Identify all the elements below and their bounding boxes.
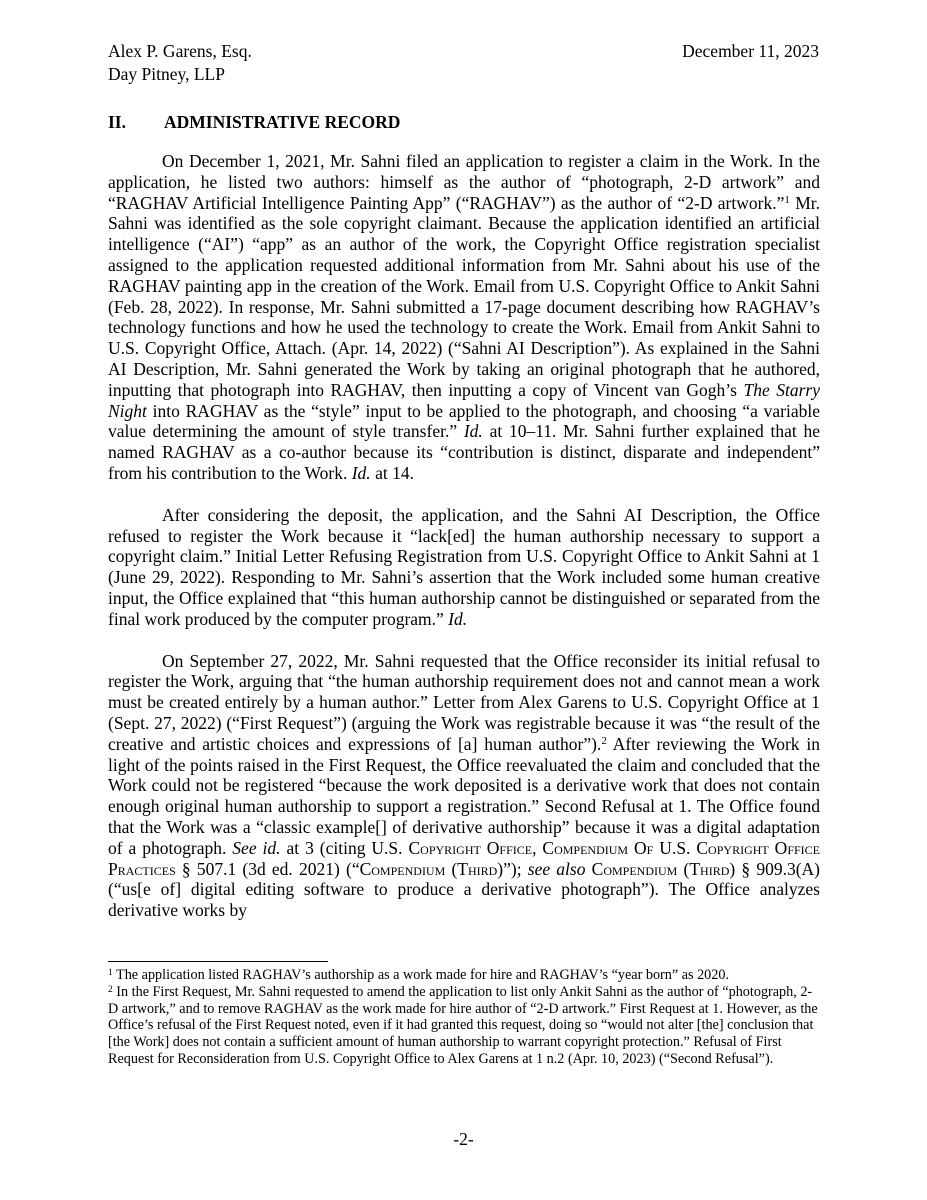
citation-signal: Id. (351, 462, 371, 483)
footnote-1 (108, 967, 820, 984)
footnotes (108, 967, 820, 1068)
text-run: § 507.1 (3d ed. 2021) (“ (175, 858, 360, 879)
text-run: After reviewing the Work in light of the points raised in the First Request, the Office reevaluated the claim and concluded that the Work could not be registered “because the work deposited is a derivative work that does not contain enough original human authorship to support a registration.” Second Refusal at 1. The Office found that the Work was a “classic example[] of derivative authorship” because it was a digital adaptation of a photograph. (108, 733, 820, 858)
footnote-text: In the First Request, Mr. Sahni requested to amend the application to list only Ankit Sahni as the author of “photograph, 2-D artwork,” and to remove RAGHAV as the work made for hire author of “2-D artwork.” First Request at 1. However, as the Office’s refusal of the First Request noted, even if it had granted this request, doing so “would not alter [the] conclusion that [the Work] does not contain a sufficient amount of human authorship to warrant copyright protection.” Refusal of First Request for Reconsideration from U.S. Copyright Office to Alex Garens at 1 n.2 (Apr. 10, 2023) (“Second Refusal”). (108, 983, 818, 1067)
footnote-ref-1: 1 (784, 193, 790, 206)
text-run: at 10–11. Mr. Sahni further explained that he named RAGHAV as a co-author because its “contribution is distinct, disparate and independent” from his contribution to the Work. (108, 421, 820, 483)
text-run: On December 1, 2021, Mr. Sahni filed an application to register a claim in the Work. In the application, he listed two authors: himself as the author of “photograph, 2-D artwork” and “RAGHAV Artificial Intelligence Painting App” (“RAGHAV”) as the author of “2-D artwork.” (108, 151, 820, 213)
footnote-divider (108, 961, 328, 962)
page-number: -2- (453, 1129, 474, 1149)
text-run: On September 27, 2022, Mr. Sahni requested that the Office reconsider its initial refusal to register the Work, arguing that “the human authorship requirement does not and cannot mean a work must be created entirely by a human author.” Letter from Alex Garens to U.S. Copyright Office at 1 (Sept. 27, 2022) (“First Request”) (arguing the Work was registrable because it was “the result of the creative and artistic choices and expressions of [a] human author”). (108, 650, 820, 754)
footnote-2 (108, 984, 820, 1068)
letter-header-addressee (108, 40, 252, 86)
footnote-marker: 1 (108, 968, 113, 978)
paragraph-2 (108, 505, 820, 630)
small-caps-citation: U.S. Copyright Office, Compendium Of U.S. Copyright Office Practices (108, 837, 820, 879)
citation-signal: See id. (232, 837, 281, 858)
footnote-text: The application listed RAGHAV’s authorship as a work made for hire and RAGHAV’s “year born” as 2020. (112, 967, 729, 983)
text-run: at 3 (citing (280, 837, 372, 858)
body-text (108, 151, 820, 942)
addressee-name: Alex P. Garens, Esq. (108, 41, 252, 61)
section-number: II. (108, 112, 126, 132)
text-run: § 909.3(A) (“us[e of] digital editing software to produce a derivative photograph”). The Office analyzes derivative works by (108, 858, 820, 921)
small-caps-citation: Compendium (Third) (591, 858, 736, 879)
footnote-marker: 2 (108, 984, 113, 995)
text-run: Mr. Sahni was identified as the sole copyright claimant. Because the application identified an artificial intelligence (“AI”) “app” as an author of the work, the Copyright Office registration specialist assigned to the application requested additional information from Mr. Sahni about his use of the RAGHAV painting app in the creation of the Work. Email from U.S. Copyright Office to Ankit Sahni (Feb. 28, 2022). In response, Mr. Sahni submitted a 17-page document describing how RAGHAV’s technology functions and how he used the technology to create the Work. Email from Ankit Sahni to U.S. Copyright Office, Attach. (Apr. 14, 2022) (“Sahni AI Description”). As explained in the Sahni AI Description, Mr. Sahni generated the Work by taking an original photograph that he authored, inputting that photograph into RAGHAV, then inputting a copy of Vincent van Gogh’s (108, 192, 820, 400)
section-heading (108, 111, 400, 133)
paragraph-1 (108, 151, 820, 484)
citation-signal: see also (527, 858, 586, 879)
letter-date: December 11, 2023 (682, 41, 819, 61)
addressee-firm: Day Pitney, LLP (108, 64, 225, 84)
small-caps-citation: Compendium (Third) (359, 858, 504, 879)
section-title: ADMINISTRATIVE RECORD (164, 112, 401, 132)
citation-signal: Id. (448, 608, 468, 629)
artwork-title: The Starry Night (108, 379, 820, 421)
text-run: After considering the deposit, the application, and the Sahni AI Description, the Office refused to register the Work because it “lack[ed] the human authorship necessary to support a copyright claim.” Initial Letter Refusing Registration from U.S. Copyright Office to Ankit Sahni at 1 (June 29, 2022). Responding to Mr. Sahni’s assertion that the Work included some human creative input, the Office explained that “this human authorship cannot be distinguished or separated from the final work produced by the computer program.” (108, 504, 820, 629)
text-run: ”); (503, 858, 528, 879)
text-run: into RAGHAV as the “style” input to be applied to the photograph, and choosing “a variable value determining the amount of style transfer.” (108, 400, 820, 442)
footnote-ref-2: 2 (601, 734, 607, 747)
citation-signal: Id. (463, 421, 483, 442)
paragraph-3 (108, 651, 820, 921)
text-run: at 14. (370, 462, 414, 483)
